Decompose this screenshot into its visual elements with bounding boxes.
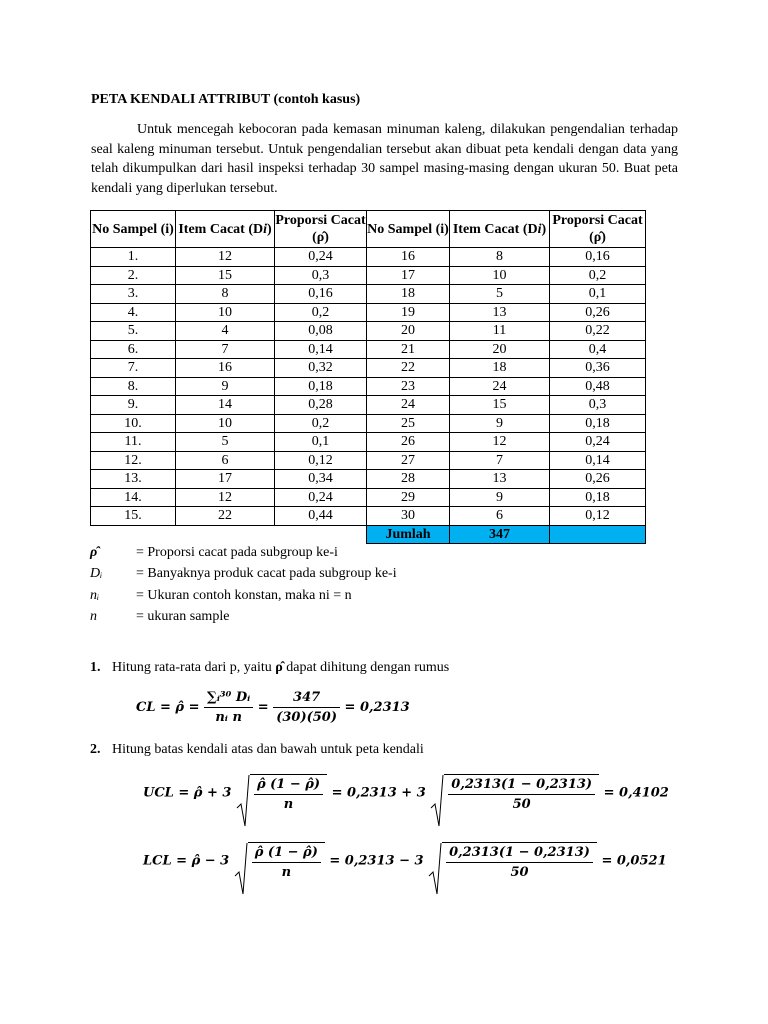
table-cell: 5. [91,322,176,341]
table-cell: 5 [450,285,550,304]
table-cell: 22 [367,359,450,378]
table-cell: 26 [367,433,450,452]
lcl-formula: LCL = ρ̂ − 3 $\frac{\rhô (1 - \rhô)}{n}$ = 0,2313 − 3 $\frac{0,2313(1 - 0,2313)}{50}$ = 0,0521 [143,842,667,880]
table-header-row [91,211,646,248]
table-cell: 8 [450,248,550,267]
table-cell: 6 [176,451,275,470]
table-cell: 7 [176,340,275,359]
table-cell: 9 [450,488,550,507]
legend-item [90,609,229,625]
header-proporsi-2: Proporsi Cacat (ρ̂) [550,211,646,248]
table-cell: 3. [91,285,176,304]
total-value: 347 [450,525,550,544]
table-cell: 0,1 [550,285,646,304]
table-cell: 19 [367,303,450,322]
table-cell: 8 [176,285,275,304]
intro-paragraph [91,120,678,198]
table-cell: 0,24 [275,248,367,267]
table-cell: 16 [176,359,275,378]
table-cell: 21 [367,340,450,359]
table-cell: 8. [91,377,176,396]
table-cell: 9 [450,414,550,433]
table-cell: 20 [450,340,550,359]
table-cell: 4 [176,322,275,341]
table-cell: 0,3 [275,266,367,285]
table-cell: 7. [91,359,176,378]
table-cell: 25 [367,414,450,433]
table-cell: 30 [367,507,450,526]
table-row [91,507,646,526]
table-cell: 0,26 [550,470,646,489]
table-row [91,396,646,415]
table-cell: 14 [176,396,275,415]
table-cell: 9 [176,377,275,396]
header-item-cacat-2: Item Cacat (Di) [450,211,550,248]
table-cell: 18 [367,285,450,304]
table-cell: 27 [367,451,450,470]
legend-item [90,588,352,604]
table-cell: 14. [91,488,176,507]
table-row [91,433,646,452]
legend-text: = Proporsi cacat pada subgroup ke-i [136,545,338,560]
table-cell: 11. [91,433,176,452]
table-row [91,303,646,322]
table-cell: 0,18 [275,377,367,396]
table-cell: 0,4 [550,340,646,359]
header-no-sampel-2: No Sampel (i) [367,211,450,248]
table-cell: 6. [91,340,176,359]
legend-symbol: n [90,609,97,624]
table-cell: 2. [91,266,176,285]
table-cell: 24 [450,377,550,396]
table-cell: 0,26 [550,303,646,322]
table-cell: 12 [176,488,275,507]
table-cell: 28 [367,470,450,489]
table-cell: 7 [450,451,550,470]
table-cell: 17 [367,266,450,285]
table-row [91,470,646,489]
table-row [91,322,646,341]
table-cell: 15 [450,396,550,415]
header-proporsi-1: Proporsi Cacat (ρ̂) [275,211,367,248]
table-cell: 0,2 [275,303,367,322]
table-cell: 0,2 [275,414,367,433]
table-cell: 15 [176,266,275,285]
legend-item [90,545,338,561]
step-2: 2. Hitung batas kendali atas dan bawah untuk peta kendali [90,742,424,757]
table-cell: 11 [450,322,550,341]
table-cell: 10 [176,303,275,322]
table-cell: 12. [91,451,176,470]
legend-text: = Banyaknya produk cacat pada subgroup ke-i [136,566,397,581]
table-cell: 13 [450,303,550,322]
table-cell: 0,08 [275,322,367,341]
table-cell: 24 [367,396,450,415]
table-cell: 17 [176,470,275,489]
table-cell: 10 [450,266,550,285]
table-row [91,266,646,285]
table-row [91,285,646,304]
legend-text: = ukuran sample [136,609,230,624]
table-cell: 0,32 [275,359,367,378]
table-row [91,248,646,267]
table-cell: 12 [450,433,550,452]
total-row [91,525,646,544]
ucl-formula: UCL = ρ̂ + 3 $\frac{\rhô (1 - \rhô)}{n}$ = 0,2313 + 3 $\frac{0,2313(1 - 0,2313)}{50}$ = 0,4102 [143,774,669,812]
legend-symbol: Dᵢ [90,566,103,581]
step-1: 1. Hitung rata-rata dari p, yaitu ρ̂ dapat dihitung dengan rumus [90,660,450,675]
table-cell: 0,16 [550,248,646,267]
table-cell: 0,12 [275,451,367,470]
legend-symbol: nᵢ [90,588,100,603]
table-cell: 0,14 [550,451,646,470]
table-cell: 0,44 [275,507,367,526]
table-row [91,359,646,378]
header-no-sampel-1: No Sampel (i) [91,211,176,248]
table-cell: 29 [367,488,450,507]
table-cell: 0,12 [550,507,646,526]
table-cell: 0,24 [550,433,646,452]
table-cell: 0,14 [275,340,367,359]
table-cell: 16 [367,248,450,267]
table-cell: 0,34 [275,470,367,489]
page-title: PETA KENDALI ATTRIBUT (contoh kasus) [91,92,361,107]
legend-symbol: ρ̂ [90,545,98,560]
table-cell: 0,24 [275,488,367,507]
table-cell: 0,48 [550,377,646,396]
table-cell: 6 [450,507,550,526]
table-cell: 10 [176,414,275,433]
table-cell: 1. [91,248,176,267]
table-cell: 0,2 [550,266,646,285]
table-cell: 13 [450,470,550,489]
table-cell: 9. [91,396,176,415]
table-row [91,488,646,507]
table-cell: 0,28 [275,396,367,415]
data-table [90,210,646,544]
total-empty [550,525,646,544]
table-row [91,451,646,470]
table-cell: 22 [176,507,275,526]
table-cell: 23 [367,377,450,396]
total-spacer [275,525,367,544]
table-cell: 0,22 [550,322,646,341]
table-cell: 15. [91,507,176,526]
intro-text: Untuk mencegah kebocoran pada kemasan minuman kaleng, dilakukan pengendalian terhadap seal kaleng minuman tersebut. Untuk pengendalian tersebut akan dibuat peta kendali dengan data yang telah dikumpulkan dari hasil inspeksi terhadap 30 sampel masing-masing dengan ukuran 50. Buat peta kendali yang diperlukan tersebut. [91,122,678,196]
table-cell: 5 [176,433,275,452]
table-cell: 0,36 [550,359,646,378]
table-row [91,340,646,359]
total-spacer [91,525,176,544]
table-cell: 18 [450,359,550,378]
table-cell: 13. [91,470,176,489]
table-cell: 0,18 [550,488,646,507]
total-spacer [176,525,275,544]
table-row [91,414,646,433]
table-cell: 0,16 [275,285,367,304]
table-cell: 0,18 [550,414,646,433]
table-cell: 12 [176,248,275,267]
table-cell: 0,3 [550,396,646,415]
total-label: Jumlah [367,525,450,544]
table-cell: 20 [367,322,450,341]
table-cell: 0,1 [275,433,367,452]
header-item-cacat-1: Item Cacat (Di) [176,211,275,248]
table-row [91,377,646,396]
table-cell: 4. [91,303,176,322]
legend-text: = Ukuran contoh konstan, maka ni = n [136,588,352,603]
cl-formula: CL = ρ̂ = $\frac{\text{∑ᵢ³⁰ Dᵢ}}{\text{nᵢ n}}$ = $\frac{347}{(30)(50)}$ = 0,2313 [136,690,410,725]
table-cell: 10. [91,414,176,433]
legend-item [90,566,397,582]
